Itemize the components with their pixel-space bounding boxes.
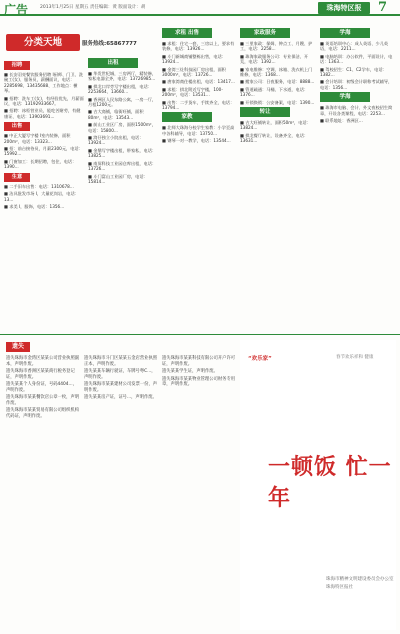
- list-item: 遗失珠海市金湾区某某公司营业执照副本，声明作废。: [6, 356, 80, 367]
- list-item: ■ 招聘：冰柜营业员，能吃苦耐劳，有健康证、电话：13903691...: [4, 108, 81, 119]
- list-item: ■ 金鼎写字楼出租，带家私，电话：13825...: [88, 147, 157, 159]
- list-item: 遗失珠海市某某餐饮店公章一枚，声明作废。: [6, 395, 80, 406]
- column-heading: 学海: [320, 92, 370, 102]
- page-header: [0, 0, 400, 16]
- list-item: ■ 金湾三灶科技园厂房出租，面积3000m²，电话：13726...: [162, 66, 226, 78]
- list-item: ■ 三里家政：保姆、钟点工、月嫂、护工，电话：2258...: [240, 41, 313, 52]
- service-hotline: 服务热线:65867777: [82, 41, 137, 47]
- column-education: [320, 28, 396, 125]
- list-item: ■ 求租：拱北附近写字楼，100-200m²，电话：13531...: [162, 86, 223, 98]
- issue-date: 2013年1月25日 星期五 责任编辑：黄 版面设计：胡: [40, 5, 146, 10]
- list-item: ■ 斗门富山工业园厂房，电话：15814...: [88, 173, 148, 184]
- column-rental: [88, 58, 158, 186]
- list-item: 遗失珠海市斗门区某某五金店营业执照正本，声明作废。: [84, 356, 158, 367]
- ad-slogan: “欢乐家”: [248, 356, 272, 362]
- list-item: ■ 珠海家政服务公司：专业保洁、开荒，电话：1392...: [240, 53, 309, 65]
- list-item: ■ 吉大商铺，临街旺铺，面积80m²，电话：13543...: [88, 109, 144, 120]
- list-item: ■ 唐家湾商住楼出租，电话：13417...: [162, 79, 235, 85]
- notice-column-2: [84, 356, 158, 403]
- public-service-ad: [240, 340, 396, 630]
- list-item: ■ 搬家公司：日夜服务，电话：8888...: [240, 79, 315, 85]
- tag-sale: 出售: [4, 122, 30, 131]
- list-item: ■ 求租：住宅一套，三房以上，要求有装修，电话：13926...: [162, 41, 235, 52]
- list-item: ■ 南屏科技工业园仓库出租，电话：13726...: [88, 160, 157, 172]
- section-title: 广告: [4, 3, 29, 17]
- column-heading: 学海: [320, 28, 370, 38]
- list-item: ■ 钢琴一对一教学，电话：13544...: [162, 138, 231, 144]
- list-item: ■ 二手旧车出售：电话：1310678...: [4, 183, 74, 189]
- list-item: ■ 驾校招生：C1、C2学车，电话：1382...: [320, 66, 387, 78]
- list-item: 遗失某某车辆行驶证，车牌号粤C...，声明作废。: [84, 369, 156, 380]
- list-item: ■ 吉大旺铺转让，面积50m²，电话：13824...: [240, 120, 311, 131]
- list-item: ■ 洁具批发市场 I，大量花岗岩，电话：13...: [4, 191, 79, 202]
- column-wanted: [162, 28, 236, 146]
- banner-title: 分类天地: [23, 37, 62, 48]
- tag-recruitment: 招聘: [4, 61, 30, 70]
- list-item: 遗失珠海市香洲区某某商行税务登记证，声明作废。: [6, 369, 75, 380]
- list-item: ■ 门窗加工：长期招聘，包住，电话：1390...: [4, 158, 77, 170]
- list-item: ■ 中正大厦写字楼 I室内装修，面积200m²，电话：13323...: [4, 133, 71, 144]
- list-item: ■ 香洲区人民东路公寓，一房一厅，月租1200元。: [88, 96, 157, 108]
- list-item: ■ 求美 I，服饰，电话：1356...: [4, 203, 65, 209]
- list-item: ■ 招：前台接待员，月薪2300元，电话：15992...: [4, 146, 83, 157]
- column-heading: 家教: [162, 112, 212, 122]
- newspaper-logo: 珠海特区报: [318, 2, 370, 14]
- list-item: 遗失某某个人身份证，号码4404...，声明作废。: [6, 382, 77, 393]
- classifieds-banner: [6, 34, 80, 51]
- list-item: ■ 长安羽亮餐饮服务招聘 I厨师、门卫、洗碗工(女)、服务员，薪酬面议，电话：2285698、13435688、工作地点：横琴。: [4, 72, 84, 94]
- list-item: 遗失某某学生证，声明作废。: [162, 369, 218, 374]
- list-item: ■ 家电维修：空调、冰箱、洗衣机上门维修，电话：1368...: [240, 66, 313, 78]
- column-housekeeping: [240, 28, 316, 146]
- list-item: ■ 管道疏通：马桶、下水道，电话：1376...: [240, 86, 309, 98]
- column-heading: 出租: [88, 58, 138, 68]
- list-item: ■ 前山工业区厂房，面积1500m²，电话：15800...: [88, 122, 156, 133]
- list-item: ■ 出售：二手货车，手续齐全，电话：13794...: [162, 99, 235, 111]
- list-item: ■ 华发世纪城，三房两厅，精装修，家私电器全齐，电话：13726985...: [88, 71, 157, 82]
- list-item: 遗失珠海市某某建材公司发票一份，声明作废。: [84, 382, 158, 393]
- list-item: 遗失珠海市某某科技有限公司开户许可证，声明作废。: [162, 356, 236, 367]
- list-item: ■ 会计培训：初级会计职称考试辅导，电话：1356...: [320, 79, 393, 90]
- notice-column-3: [162, 356, 236, 390]
- column-heading: 求租 出售: [162, 28, 212, 38]
- ad-sponsor: 珠海市精神文明建设委员会办公室: [326, 577, 394, 582]
- tag-business: 生意: [4, 173, 30, 182]
- column-heading: 家政服务: [240, 28, 290, 38]
- section-divider: [0, 334, 400, 335]
- list-item: ■ 开锁换锁：公安备案，电话：1390...: [240, 99, 315, 105]
- column-recruitment: [4, 58, 84, 211]
- list-item: ■ 招聘：洗车工(女)，有经验优先，月薪面议，电话：13192933667。: [4, 95, 84, 107]
- list-item: ■ 珠海市电脑、会计、外文夜校招生简章，开设各类课程，电话：2253...: [320, 105, 393, 116]
- list-item: 遗失珠海市某某贸易有限公司组织机构代码证，声明作废。: [6, 408, 80, 419]
- list-item: ■ 拱北餐厅转让，设备齐全，电话：13631...: [240, 132, 309, 144]
- tag-lost-notice: 遗失: [6, 342, 30, 352]
- ad-publisher: 珠海特区报社: [326, 585, 353, 590]
- ad-headline: 一顿饭 忙一年: [268, 454, 392, 511]
- ad-tagline: 春节欢乐祥和 健康: [336, 355, 374, 360]
- list-item: ■ 英语培训中心：成人英语、少儿英语，电话：2211...: [320, 41, 389, 52]
- list-item: ■ 北师大珠海分校学生家教：小学至高中各科辅导，电话：13750...: [162, 125, 235, 136]
- list-item: ■ 电脑培训：办公软件，平面设计，电话：1363...: [320, 53, 393, 65]
- list-item: ■ 联系地址：香洲区...: [320, 118, 363, 124]
- page-number: 7: [378, 0, 388, 15]
- column-heading: 转让: [240, 107, 290, 117]
- list-item: 遗失某某房产证，证号...，声明作废。: [84, 395, 157, 400]
- notice-column-1: [6, 356, 80, 421]
- list-item: 遗失珠海市某某物业管理公司财务专用章，声明作废。: [162, 376, 236, 387]
- list-item: ■ 拱北口岸旁写字楼出租，电话：2253664、13660...: [88, 83, 152, 95]
- list-item: ■ 斗门新城商铺整栋出售，电话：13924...: [162, 53, 226, 65]
- list-item: ■ 湾仔独立小院出租，电话：13924...: [88, 135, 144, 146]
